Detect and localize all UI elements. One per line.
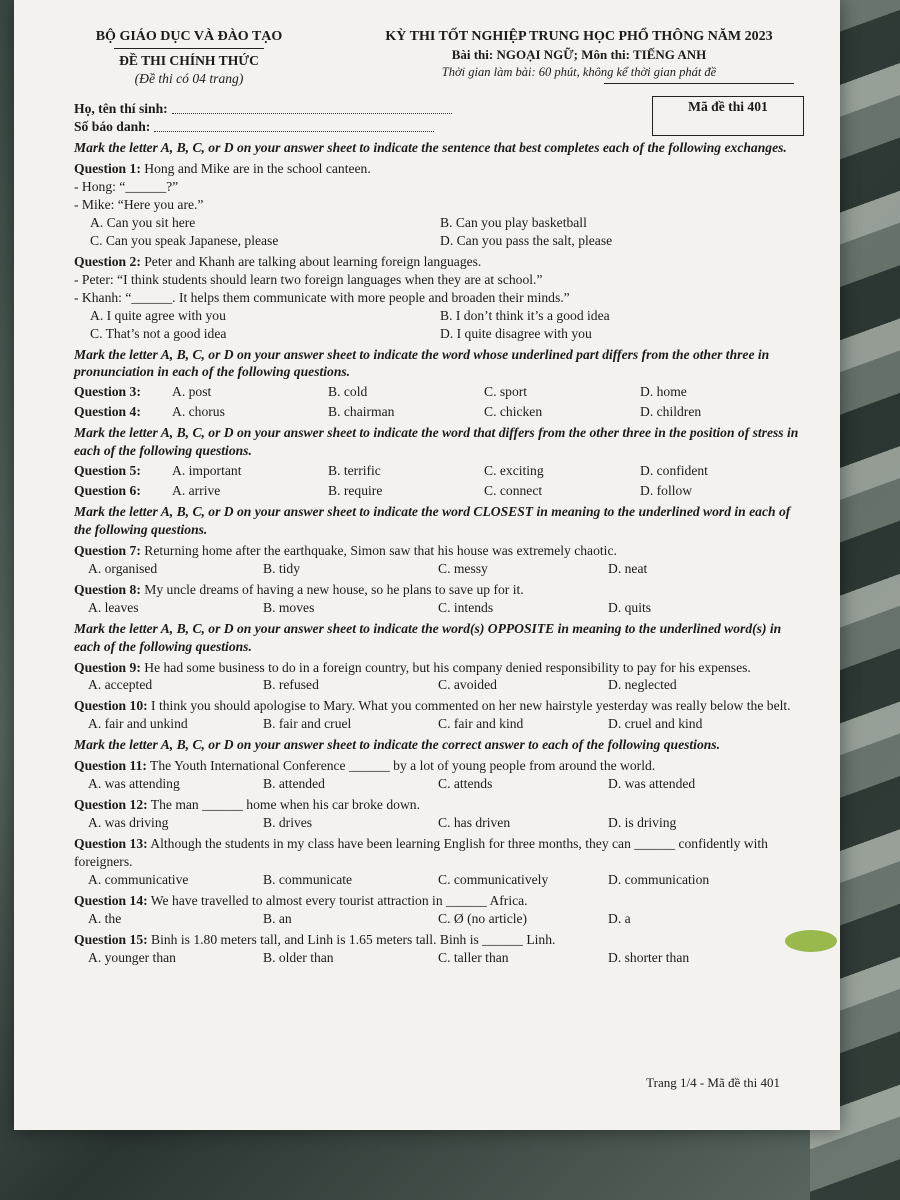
question-5	[74, 462, 804, 480]
option-b: B. Can you play basketball	[440, 214, 587, 230]
question-number: Question 1:	[74, 161, 141, 177]
question-4	[74, 403, 804, 421]
candidate-info	[74, 100, 804, 136]
question-15	[74, 931, 804, 967]
option-a: A. was attending	[88, 776, 180, 792]
question-text: He had some business to do in a foreign country, but his company denied responsibility to pay for his expenses.	[144, 659, 751, 675]
page-footer: Trang 1/4 - Mã đề thi 401	[646, 1075, 780, 1090]
question-text: My uncle dreams of having a new house, so he plans to save up for it.	[144, 581, 524, 597]
option-d: D. follow	[640, 483, 693, 499]
question-stem	[74, 757, 804, 775]
option-a: A. I quite agree with you	[90, 307, 226, 323]
option-b: B. I don’t think it’s a good idea	[440, 307, 610, 323]
question-8	[74, 581, 804, 617]
question-text: Binh is 1.80 meters tall, and Linh is 1.65 meters tall. Binh is ______ Linh.	[151, 931, 556, 947]
header-rule	[114, 48, 264, 49]
option-c: C. communicatively	[438, 871, 549, 887]
option-a: A. post	[172, 384, 212, 400]
option-c: C. intends	[438, 599, 494, 615]
option-d: D. children	[640, 404, 702, 420]
option-b: B. tidy	[263, 560, 301, 576]
option-c: C. has driven	[438, 815, 511, 831]
option-d: D. Can you pass the salt, please	[440, 232, 613, 248]
question-text: The Youth International Conference ______ by a lot of young people from around the world.	[150, 758, 656, 774]
question-7	[74, 542, 804, 578]
option-c: C. chicken	[484, 404, 543, 420]
exam-time: Thời gian làm bài: 60 phút, không kể thời gian phát đề	[441, 64, 717, 79]
options	[74, 214, 804, 250]
option-a: A. communicative	[88, 871, 189, 887]
option-d: D. quits	[608, 599, 652, 615]
option-a: A. accepted	[88, 677, 153, 693]
question-stem	[74, 697, 804, 715]
options	[74, 560, 804, 578]
options	[74, 676, 804, 694]
option-c: C. That’s not a good idea	[90, 325, 227, 341]
instruction-1: Mark the letter A, B, C, or D on your answer sheet to indicate the sentence that best completes each of the following exchanges.	[74, 140, 787, 156]
candidate-fields	[74, 100, 452, 136]
exam-code-box: Mã đề thi 401	[652, 96, 804, 136]
dialogue-line: - Mike: “Here you are.”	[74, 197, 204, 213]
options	[74, 775, 804, 793]
question-number: Question 15:	[74, 931, 148, 947]
name-field	[172, 100, 452, 114]
sheet-content	[74, 28, 804, 967]
option-a: A. organised	[88, 560, 158, 576]
question-number: Question 9:	[74, 659, 141, 675]
question-text: Returning home after the earthquake, Simon saw that his house was extremely chaotic.	[144, 542, 617, 558]
id-row	[74, 118, 452, 136]
question-11	[74, 757, 804, 793]
exam-title: KỲ THI TỐT NGHIỆP TRUNG HỌC PHỔ THÔNG NĂM 2023	[385, 29, 773, 44]
official-label: ĐỀ THI CHÍNH THỨC	[119, 53, 259, 69]
question-number: Question 10:	[74, 698, 148, 714]
option-c: C. avoided	[438, 677, 497, 693]
instruction-2: Mark the letter A, B, C, or D on your answer sheet to indicate the word whose underlined part differs from the other three in pronunciation in each of the following questions.	[74, 346, 770, 380]
exam-sheet	[14, 0, 840, 1130]
option-a: A. arrive	[172, 483, 221, 499]
option-b: B. drives	[263, 815, 313, 831]
exam-header	[74, 28, 804, 88]
option-c: C. Can you speak Japanese, please	[90, 232, 279, 248]
header-rule-right	[604, 83, 794, 84]
option-a: A. chorus	[172, 404, 225, 420]
instruction-3: Mark the letter A, B, C, or D on your answer sheet to indicate the word that differs from the other three in the position of stress in each of the following questions.	[74, 425, 799, 459]
question-stem	[74, 796, 804, 814]
option-b: B. fair and cruel	[263, 716, 352, 732]
question-stem	[74, 160, 804, 178]
option-c: C. connect	[484, 483, 543, 499]
options	[74, 814, 804, 832]
dialogue-line: - Khanh: “______. It helps them communicate with more people and broaden their minds.”	[74, 289, 570, 305]
option-b: B. older than	[263, 949, 334, 965]
option-c: C. taller than	[438, 949, 509, 965]
option-a: A. important	[172, 463, 242, 479]
option-d: D. communication	[608, 871, 710, 887]
option-a: A. the	[88, 910, 122, 926]
pages-note: (Đề thi có 04 trang)	[134, 71, 244, 87]
question-number: Question 2:	[74, 253, 141, 269]
question-stem	[74, 659, 804, 677]
option-a: A. fair and unkind	[88, 716, 188, 732]
highlighter-mark	[785, 930, 837, 952]
option-a: A. was driving	[88, 815, 169, 831]
options	[74, 715, 804, 733]
question-number: Question 12:	[74, 797, 148, 813]
question-stem	[74, 931, 804, 949]
name-label: Họ, tên thí sinh:	[74, 101, 168, 117]
question-text: Peter and Khanh are talking about learning foreign languages.	[144, 253, 482, 269]
exam-subject: Bài thi: NGOẠI NGỮ; Môn thi: TIẾNG ANH	[451, 47, 707, 63]
name-row	[74, 100, 452, 118]
instruction-6: Mark the letter A, B, C, or D on your answer sheet to indicate the correct answer to each of the following questions.	[74, 737, 720, 753]
options	[74, 871, 804, 889]
option-b: B. moves	[263, 599, 315, 615]
option-a: A. leaves	[88, 599, 139, 615]
question-text: Hong and Mike are in the school canteen.	[144, 161, 371, 177]
options	[74, 949, 804, 967]
question-number: Question 6:	[74, 483, 141, 499]
question-number: Question 3:	[74, 384, 141, 400]
option-b: B. an	[263, 910, 292, 926]
option-b: B. attended	[263, 776, 325, 792]
option-c: C. messy	[438, 560, 488, 576]
question-2	[74, 253, 804, 343]
option-a: A. Can you sit here	[90, 214, 196, 230]
question-13	[74, 835, 804, 889]
question-stem	[74, 253, 804, 271]
question-number: Question 14:	[74, 892, 148, 908]
option-d: D. cruel and kind	[608, 716, 703, 732]
option-c: C. Ø (no article)	[438, 910, 528, 926]
question-text: The man ______ home when his car broke down.	[150, 797, 420, 813]
option-a: A. younger than	[88, 949, 176, 965]
option-d: D. neat	[608, 560, 648, 576]
options	[74, 307, 804, 343]
id-label: Số báo danh:	[74, 119, 151, 135]
question-number: Question 4:	[74, 404, 141, 420]
question-number: Question 5:	[74, 463, 141, 479]
question-number: Question 8:	[74, 581, 141, 597]
dialogue-line: - Hong: “______?”	[74, 179, 179, 195]
question-12	[74, 796, 804, 832]
question-6	[74, 482, 804, 500]
question-stem	[74, 542, 804, 560]
id-field	[154, 118, 434, 132]
dialogue-line: - Peter: “I think students should learn two foreign languages when they are at school.”	[74, 271, 543, 287]
question-3	[74, 383, 804, 401]
header-right	[354, 28, 804, 88]
question-stem	[74, 581, 804, 599]
header-left	[74, 28, 304, 88]
question-1	[74, 160, 804, 250]
option-c: C. exciting	[484, 463, 544, 479]
option-b: B. require	[328, 483, 383, 499]
options	[74, 599, 804, 617]
question-9	[74, 659, 804, 695]
question-number: Question 7:	[74, 542, 141, 558]
option-d: D. neglected	[608, 677, 677, 693]
question-stem	[74, 835, 804, 871]
question-text: We have travelled to almost every tourist attraction in ______ Africa.	[150, 892, 528, 908]
option-b: B. communicate	[263, 871, 353, 887]
question-14	[74, 892, 804, 928]
option-d: D. I quite disagree with you	[440, 325, 592, 341]
question-number: Question 11:	[74, 758, 147, 774]
option-d: D. a	[608, 910, 631, 926]
option-c: C. fair and kind	[438, 716, 524, 732]
question-number: Question 13:	[74, 835, 148, 851]
option-b: B. cold	[328, 384, 368, 400]
option-d: D. confident	[640, 463, 708, 479]
question-text: Although the students in my class have been learning English for three months, they can ______ confidently with foreigners.	[74, 835, 768, 869]
instruction-4: Mark the letter A, B, C, or D on your answer sheet to indicate the word CLOSEST in meaning to the underlined word in each of the following questions.	[74, 504, 791, 537]
instruction-5: Mark the letter A, B, C, or D on your answer sheet to indicate the word(s) OPPOSITE in meaning to the underlined word(s) in each of the following questions.	[74, 620, 782, 654]
question-text: I think you should apologise to Mary. What you commented on her new hairstyle yesterday was really below the belt.	[151, 698, 791, 714]
option-d: D. was attended	[608, 776, 696, 792]
option-d: D. home	[640, 384, 687, 400]
option-d: D. shorter than	[608, 949, 690, 965]
option-b: B. chairman	[328, 404, 395, 420]
options	[74, 910, 804, 928]
question-10	[74, 697, 804, 733]
option-b: B. terrific	[328, 463, 381, 479]
option-d: D. is driving	[608, 815, 677, 831]
ministry-name: BỘ GIÁO DỤC VÀ ĐÀO TẠO	[95, 29, 283, 44]
option-c: C. attends	[438, 776, 493, 792]
option-c: C. sport	[484, 384, 528, 400]
option-b: B. refused	[263, 677, 319, 693]
question-stem	[74, 892, 804, 910]
